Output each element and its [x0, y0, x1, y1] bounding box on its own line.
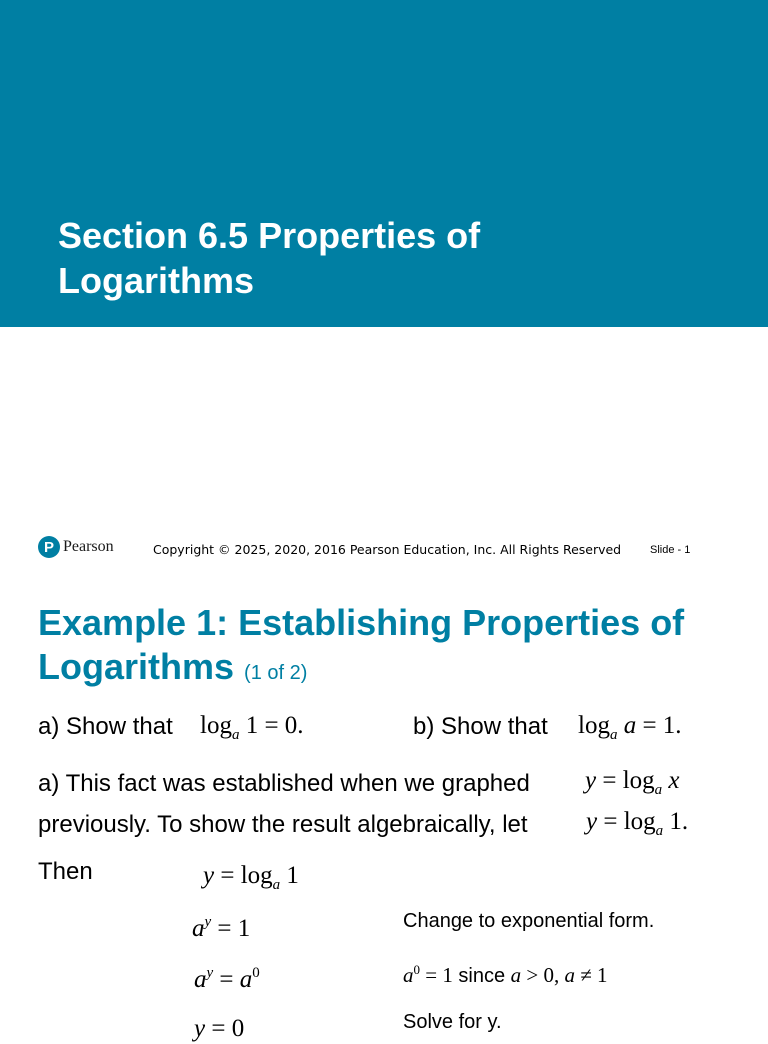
example-title-line1: Example 1: Establishing Properties of	[38, 602, 685, 643]
explanation-equation1: $y = \log_a x$	[585, 767, 680, 798]
part-b-prompt: b) Show that	[413, 713, 548, 740]
step3-note-since: since	[458, 965, 506, 987]
explanation-line1: a) This fact was established when we graphed	[38, 770, 530, 797]
step2-note: Change to exponential form.	[403, 910, 655, 932]
slide-number: Slide - 1	[650, 544, 691, 556]
part-a-equation: $\log_a 1 = 0$.	[200, 712, 304, 743]
pearson-wordmark: Pearson	[63, 538, 114, 555]
step2-equation: $a^y = 1$	[192, 914, 251, 942]
step4-equation: y = 0	[194, 1015, 245, 1042]
example-counter: (1 of 2)	[244, 662, 308, 684]
part-b-equation: $\log_a a = 1$.	[578, 712, 682, 743]
then-label: Then	[38, 858, 93, 885]
step3-equation: $a^y = a^0$	[194, 965, 260, 993]
pearson-logo	[38, 536, 114, 558]
section-title	[58, 213, 718, 303]
step3-note: $a^0 = 1$ since a > 0, a ≠ 1	[403, 962, 608, 987]
example-title-line2: Logarithms	[38, 646, 235, 687]
pearson-p-icon: P	[38, 536, 60, 558]
step1-equation: $y = \log_a 1$	[203, 862, 299, 893]
copyright-notice: Copyright © 2025, 2020, 2016 Pearson Education, Inc. All Rights Reserved	[153, 542, 622, 557]
step4-note: Solve for y.	[403, 1011, 502, 1033]
part-a-prompt: a) Show that	[38, 713, 173, 740]
title-banner	[0, 0, 768, 327]
section-title-line2: Logarithms	[58, 260, 255, 301]
example-title	[38, 601, 738, 695]
explanation-equation2: $y = \log_a 1$.	[586, 808, 689, 839]
section-title-line1: Section 6.5 Properties of	[58, 215, 481, 256]
slide-footer	[0, 530, 768, 570]
explanation-line2: previously. To show the result algebraically, let	[38, 811, 528, 838]
